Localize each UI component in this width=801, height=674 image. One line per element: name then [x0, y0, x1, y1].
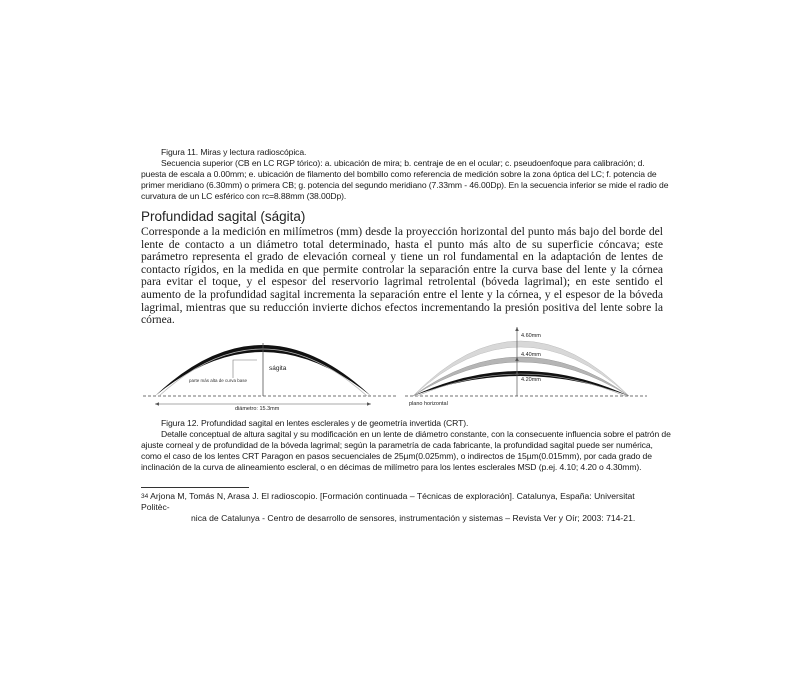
section-heading: Profundidad sagital (ságita): [141, 209, 306, 224]
sagita-label: ságita: [269, 365, 287, 372]
left-diagram: [143, 343, 397, 412]
footnote-line-1: Arjona M, Tomás N, Arasa J. El radioscopio. [Formación continuada – Técnicas de exploración]. Catalunya, España: Universitat Politèc-: [141, 491, 635, 512]
figure-11-body: Secuencia superior (CB en LC RGP tórico): a. ubicación de mira; b. centraje de en el ocular; c. pseudoenfoque para calibración; d. puesta de escala a 0.00mm; e. ubicación de filamento del bombillo como referencia de medición sobre la zona óptica del LC; f. potencia de primer meridiano (6.30mm) o primera CB; g. potencia del segundo meridiano (7.33mm - 46.00Dp). En la secuencia inferior se mide el radio de curvatura de un LC esférico con rc=8.88mm (38.00Dp).: [141, 158, 669, 201]
label-440: 4.40mm: [521, 352, 541, 358]
curve-label: parte más alta de curva base: [189, 378, 248, 383]
section-paragraph: Corresponde a la medición en milímetros (mm) desde la proyección horizontal del punto más bajo del borde del lente de contacto a un diámetro total determinado, hasta el punto más alto de su superficie cóncava; este parámetro representa el grado de elevación corneal y tiene un rol fundamental en la adaptación de lentes de contacto rígidos, en la medida en que permite controlar la separación entre la curva base del lente y la córnea para evitar el toque, y el espesor del reservorio lagrimal retrolental (bóveda lagrimal); en este sentido el aumento de la profundidad sagital incrementa la separación entre el lente y la córnea, y el espesor de la bóveda lagrimal, mientras que su reducción invierte dichos efectos incrementando la presión positiva del lente sobre la córnea.: [141, 225, 663, 327]
footnote-rule: [141, 487, 249, 488]
figure-12-caption: [141, 418, 671, 473]
lens-420: [413, 371, 629, 396]
curve-pointer: [233, 360, 257, 378]
label-420: 4.20mm: [521, 377, 541, 383]
diameter-label: diámetro: 15.3mm: [235, 406, 280, 412]
label-460: 4.60mm: [521, 333, 541, 339]
footnote: [141, 491, 661, 524]
figure-12-body: Detalle conceptual de altura sagital y su modificación en un lente de diámetro constante, con la consecuente influencia sobre el patrón de ajuste corneal y de profundidad de la bóveda lagrimal; según la parametría de cada fabricante, la profundidad sagital puede ser numérica, como el caso de los lentes CRT Paragon en pasos secuenciales de 25µm(0.025mm), o indirectos de 15µm(0.015mm), por cada grado de inclinación de la curva de alineamiento escleral, o en décimas de milímetro para los lentes esclerales MSD (p.ej. 4.10; 4.20 o 4.30mm).: [141, 429, 671, 472]
sagittal-depth-diagrams: [135, 322, 655, 412]
footnote-line-2: nica de Catalunya - Centro de desarrollo de sensores, instrumentación y sistemas – Revista Ver y Oír; 2003: 714-21.: [191, 513, 636, 523]
right-diagram: [405, 327, 647, 407]
figure-11-title: Figura 11. Miras y lectura radioscópica.: [161, 147, 307, 157]
lens-460: [413, 341, 629, 396]
figure-12-diagrams: [135, 322, 655, 412]
footnote-marker: 34: [141, 493, 149, 500]
figure-12-title: Figura 12. Profundidad sagital en lentes esclerales y de geometría invertida (CRT).: [161, 418, 469, 428]
figure-11-caption: [141, 147, 671, 202]
plane-label: plano horizontal: [409, 401, 448, 407]
